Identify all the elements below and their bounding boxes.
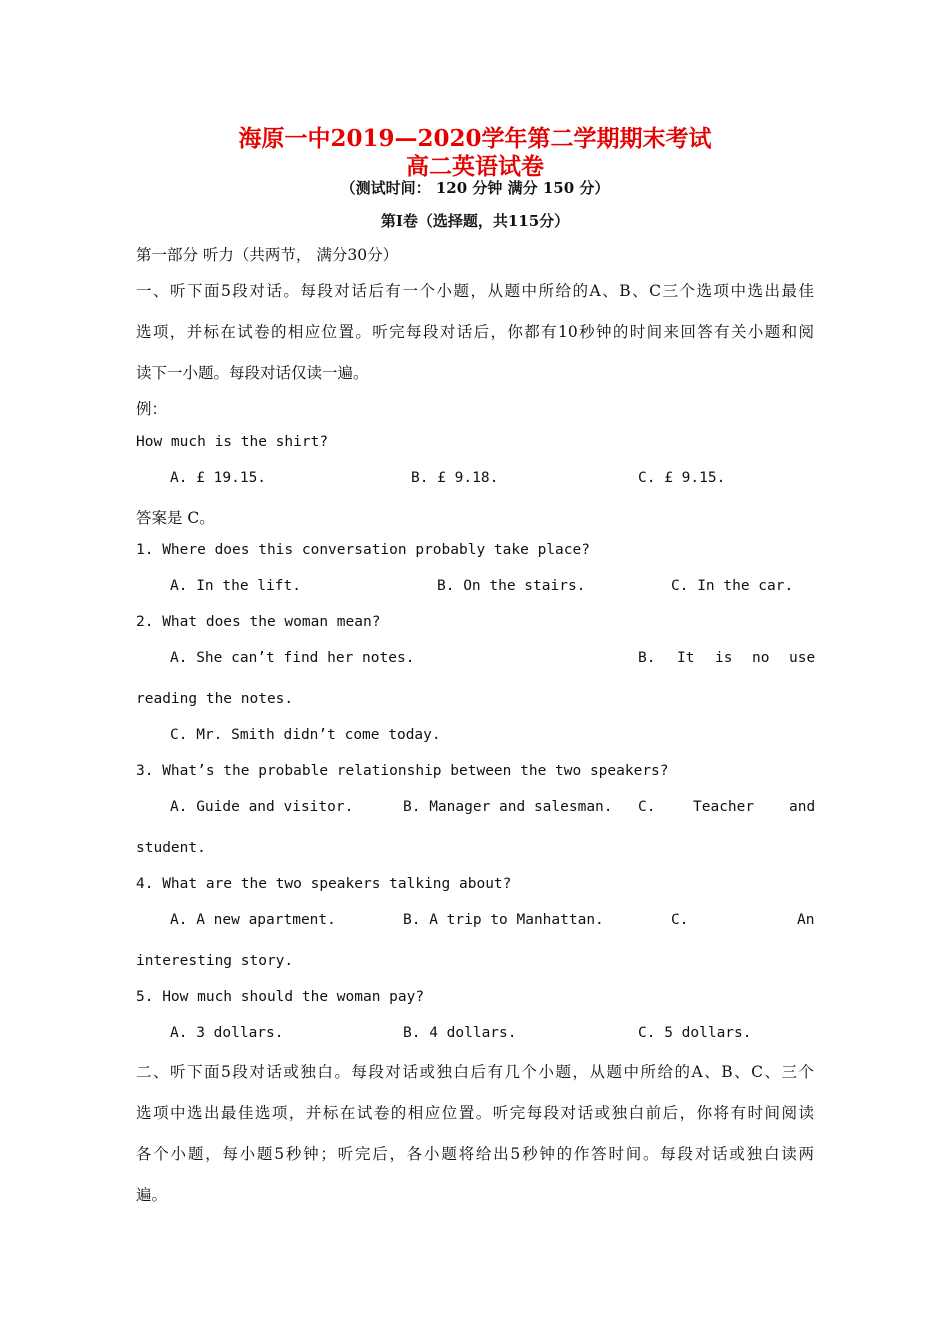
question-3-option-c-word: C. <box>638 799 656 815</box>
question-1-option-c: C. In the car. <box>671 578 794 594</box>
section2-instructions-line: 各个小题，每小题5秒钟；听完后，各小题将给出5秒钟的作答时间。每段对话或独白读两 <box>136 1145 814 1163</box>
question-2-option-b-word: no <box>752 650 770 666</box>
example-option-b: B. £ 9.18. <box>411 470 499 486</box>
question-5-option-c: C. 5 dollars. <box>638 1025 752 1041</box>
question-4-option-b: B. A trip to Manhattan. <box>403 912 604 928</box>
question-2-option-b-word: B. <box>638 650 656 666</box>
example-question: How much is the shirt? <box>136 434 329 450</box>
question-2-option-b-continued: reading the notes. <box>136 691 294 707</box>
question-2-option-c: C. Mr. Smith didn’t come today. <box>170 727 441 743</box>
question-3-option-a: A. Guide and visitor. <box>170 799 354 815</box>
question-2-option-b-word: is <box>715 650 733 666</box>
question-4-stem: 4. What are the two speakers talking about? <box>136 876 512 892</box>
exam-info: （测试时间： 120 分钟 满分 150 分） <box>340 179 610 197</box>
question-2-option-a: A. She can’t find her notes. <box>170 650 415 666</box>
section1-instructions-line: 一、听下面5段对话。每段对话后有一个小题，从题中所给的A、B、C三个选项中选出最佳 <box>136 282 814 300</box>
section1-instructions-line: 读下一小题。每段对话仅读一遍。 <box>136 364 369 382</box>
part1-heading: 第一部分 听力（共两节， 满分30分） <box>136 246 399 264</box>
example-label: 例： <box>136 400 168 418</box>
exam-subtitle: 高二英语试卷 <box>406 153 544 180</box>
question-1-option-b: B. On the stairs. <box>437 578 586 594</box>
question-3-option-c-word: and <box>789 799 816 815</box>
question-2-option-b-word: It <box>677 650 695 666</box>
question-4-option-c-word: C. <box>671 912 689 928</box>
question-5-option-b: B. 4 dollars. <box>403 1025 517 1041</box>
question-2-option-b-word: use <box>789 650 816 666</box>
section2-instructions-line: 遍。 <box>136 1186 168 1204</box>
section2-instructions-line: 二、听下面5段对话或独白。每段对话或独白后有几个小题，从题中所给的A、B、C、三个 <box>136 1063 814 1081</box>
question-1-stem: 1. Where does this conversation probably take place? <box>136 542 590 558</box>
example-option-a: A. £ 19.15. <box>170 470 267 486</box>
question-4-option-a: A. A new apartment. <box>170 912 336 928</box>
section2-instructions-line: 选项中选出最佳选项，并标在试卷的相应位置。听完每段对话或独白前后，你将有时间阅读 <box>136 1104 814 1122</box>
question-4-option-c-word: An <box>797 912 815 928</box>
question-3-option-c-word: Teacher <box>693 799 755 815</box>
question-3-stem: 3. What’s the probable relationship between the two speakers? <box>136 763 669 779</box>
example-option-c: C. £ 9.15. <box>638 470 726 486</box>
question-1-option-a: A. In the lift. <box>170 578 301 594</box>
example-answer: 答案是 C。 <box>136 509 215 527</box>
question-3-option-b: B. Manager and salesman. <box>403 799 613 815</box>
question-5-stem: 5. How much should the woman pay? <box>136 989 425 1005</box>
question-4-option-c-continued: interesting story. <box>136 953 294 969</box>
exam-title: 海原一中2019—2020学年第二学期期末考试 <box>238 125 712 152</box>
volume-title: 第Ⅰ卷（选择题，共115分） <box>380 212 570 230</box>
question-3-option-c-continued: student. <box>136 840 206 856</box>
question-5-option-a: A. 3 dollars. <box>170 1025 284 1041</box>
section1-instructions-line: 选项，并标在试卷的相应位置。听完每段对话后，你都有10秒钟的时间来回答有关小题和阅 <box>136 323 814 341</box>
question-2-stem: 2. What does the woman mean? <box>136 614 381 630</box>
